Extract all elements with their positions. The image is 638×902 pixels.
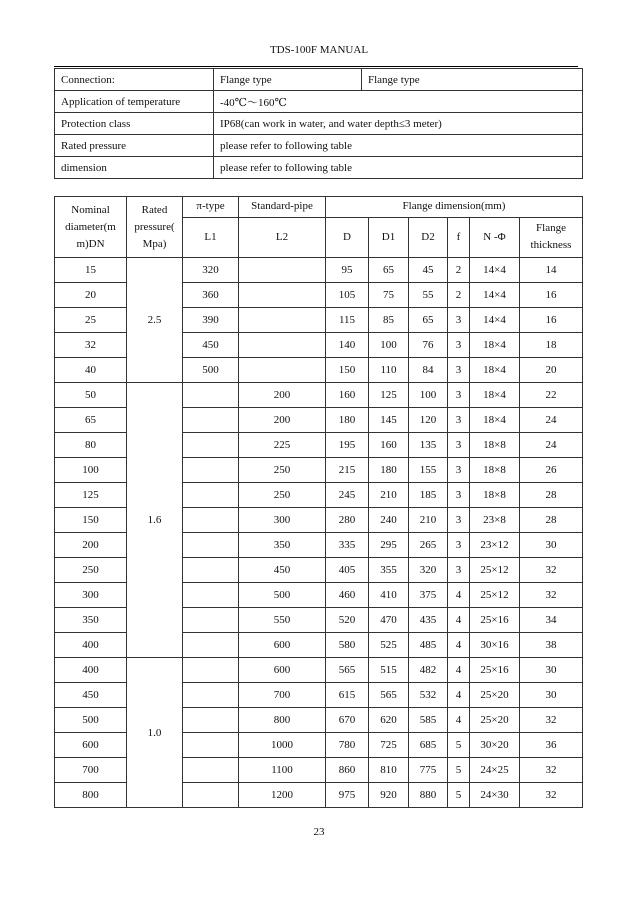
cell-f: 4: [448, 708, 470, 733]
spec-value: please refer to following table: [214, 135, 583, 157]
cell-D2: 482: [409, 658, 448, 683]
cell-nominal-diameter: 800: [55, 783, 127, 808]
header-standard-pipe: Standard-pipe: [239, 197, 326, 218]
cell-L2: [239, 308, 326, 333]
cell-thickness: 32: [520, 558, 583, 583]
cell-D1: 240: [369, 508, 409, 533]
cell-thickness: 14: [520, 258, 583, 283]
cell-n-phi: 25×20: [470, 683, 520, 708]
cell-D: 95: [326, 258, 369, 283]
cell-L2: 600: [239, 658, 326, 683]
cell-nominal-diameter: 400: [55, 658, 127, 683]
cell-f: 3: [448, 433, 470, 458]
cell-D2: 55: [409, 283, 448, 308]
cell-thickness: 32: [520, 758, 583, 783]
spec-row-protection: [55, 113, 583, 135]
cell-D: 335: [326, 533, 369, 558]
cell-rated-pressure: 1.0: [127, 658, 183, 808]
dimension-rows: [55, 258, 583, 808]
cell-L2: 1100: [239, 758, 326, 783]
cell-n-phi: 18×4: [470, 333, 520, 358]
cell-thickness: 30: [520, 658, 583, 683]
cell-L2: 550: [239, 608, 326, 633]
cell-thickness: 30: [520, 683, 583, 708]
cell-thickness: 28: [520, 508, 583, 533]
spec-table: [54, 68, 583, 179]
cell-D2: 532: [409, 683, 448, 708]
cell-nominal-diameter: 125: [55, 483, 127, 508]
cell-nominal-diameter: 15: [55, 258, 127, 283]
cell-thickness: 22: [520, 383, 583, 408]
cell-nominal-diameter: 40: [55, 358, 127, 383]
cell-n-phi: 30×20: [470, 733, 520, 758]
cell-thickness: 32: [520, 708, 583, 733]
header-D2: D2: [409, 217, 448, 257]
cell-nominal-diameter: 50: [55, 383, 127, 408]
flange-dimension-table: [54, 196, 583, 808]
cell-L1: [183, 758, 239, 783]
cell-nominal-diameter: 25: [55, 308, 127, 333]
cell-D: 670: [326, 708, 369, 733]
cell-n-phi: 18×4: [470, 383, 520, 408]
cell-D: 245: [326, 483, 369, 508]
cell-f: 3: [448, 308, 470, 333]
spec-row-temperature: [55, 91, 583, 113]
page-header: TDS-100F MANUAL: [269, 44, 369, 56]
cell-thickness: 36: [520, 733, 583, 758]
cell-D2: 435: [409, 608, 448, 633]
cell-thickness: 30: [520, 533, 583, 558]
cell-nominal-diameter: 200: [55, 533, 127, 558]
header-D1: D1: [369, 217, 409, 257]
cell-D: 195: [326, 433, 369, 458]
cell-D1: 75: [369, 283, 409, 308]
cell-n-phi: 25×20: [470, 708, 520, 733]
cell-D: 460: [326, 583, 369, 608]
cell-rated-pressure: 1.6: [127, 383, 183, 658]
cell-nominal-diameter: 350: [55, 608, 127, 633]
header-rule: [54, 66, 578, 67]
cell-D: 115: [326, 308, 369, 333]
spec-extra: Flange type: [362, 69, 583, 91]
cell-n-phi: 14×4: [470, 283, 520, 308]
cell-D2: 155: [409, 458, 448, 483]
cell-L2: [239, 358, 326, 383]
cell-L2: 1200: [239, 783, 326, 808]
cell-L1: [183, 433, 239, 458]
cell-n-phi: 18×8: [470, 433, 520, 458]
cell-thickness: 16: [520, 283, 583, 308]
cell-D1: 810: [369, 758, 409, 783]
cell-f: 3: [448, 408, 470, 433]
cell-D: 860: [326, 758, 369, 783]
cell-D2: 880: [409, 783, 448, 808]
spec-value: please refer to following table: [214, 157, 583, 179]
cell-L2: [239, 283, 326, 308]
cell-L2: 225: [239, 433, 326, 458]
cell-L2: 200: [239, 383, 326, 408]
cell-D: 405: [326, 558, 369, 583]
cell-thickness: 16: [520, 308, 583, 333]
cell-D1: 470: [369, 608, 409, 633]
cell-n-phi: 14×4: [470, 258, 520, 283]
cell-L2: 700: [239, 683, 326, 708]
cell-L1: [183, 658, 239, 683]
cell-D2: 485: [409, 633, 448, 658]
cell-thickness: 20: [520, 358, 583, 383]
cell-f: 3: [448, 558, 470, 583]
cell-D2: 320: [409, 558, 448, 583]
cell-L1: [183, 458, 239, 483]
cell-nominal-diameter: 300: [55, 583, 127, 608]
spec-value: Flange type: [214, 69, 362, 91]
cell-D1: 410: [369, 583, 409, 608]
cell-D1: 110: [369, 358, 409, 383]
cell-thickness: 32: [520, 583, 583, 608]
cell-L1: [183, 533, 239, 558]
cell-L1: [183, 483, 239, 508]
cell-L1: 320: [183, 258, 239, 283]
cell-nominal-diameter: 250: [55, 558, 127, 583]
cell-f: 5: [448, 783, 470, 808]
cell-D2: 185: [409, 483, 448, 508]
cell-rated-pressure: 2.5: [127, 258, 183, 383]
cell-D1: 180: [369, 458, 409, 483]
cell-L1: [183, 508, 239, 533]
cell-n-phi: 18×8: [470, 458, 520, 483]
header-D: D: [326, 217, 369, 257]
cell-D1: 355: [369, 558, 409, 583]
cell-n-phi: 25×16: [470, 658, 520, 683]
cell-D: 780: [326, 733, 369, 758]
cell-L1: 360: [183, 283, 239, 308]
cell-D1: 525: [369, 633, 409, 658]
cell-D1: 210: [369, 483, 409, 508]
cell-nominal-diameter: 65: [55, 408, 127, 433]
cell-L2: 800: [239, 708, 326, 733]
cell-nominal-diameter: 20: [55, 283, 127, 308]
cell-f: 4: [448, 583, 470, 608]
header-n-phi: N -Φ: [470, 217, 520, 257]
cell-L1: [183, 683, 239, 708]
cell-thickness: 18: [520, 333, 583, 358]
cell-L2: [239, 333, 326, 358]
cell-D2: 100: [409, 383, 448, 408]
cell-nominal-diameter: 600: [55, 733, 127, 758]
cell-L1: [183, 733, 239, 758]
cell-D: 565: [326, 658, 369, 683]
page-number: 23: [313, 826, 325, 838]
cell-D1: 565: [369, 683, 409, 708]
spec-row-pressure: [55, 135, 583, 157]
cell-f: 3: [448, 333, 470, 358]
spec-label: Connection:: [55, 69, 214, 91]
cell-D2: 135: [409, 433, 448, 458]
cell-D2: 45: [409, 258, 448, 283]
cell-L1: [183, 708, 239, 733]
cell-f: 5: [448, 758, 470, 783]
cell-n-phi: 24×30: [470, 783, 520, 808]
cell-D1: 295: [369, 533, 409, 558]
cell-thickness: 32: [520, 783, 583, 808]
table-row: [55, 258, 583, 283]
spec-label: Protection class: [55, 113, 214, 135]
cell-L1: [183, 633, 239, 658]
cell-D2: 375: [409, 583, 448, 608]
cell-n-phi: 18×8: [470, 483, 520, 508]
cell-thickness: 38: [520, 633, 583, 658]
header-flange-dimension: Flange dimension(mm): [326, 197, 583, 218]
cell-n-phi: 30×16: [470, 633, 520, 658]
cell-D: 215: [326, 458, 369, 483]
cell-thickness: 28: [520, 483, 583, 508]
cell-D: 105: [326, 283, 369, 308]
cell-nominal-diameter: 32: [55, 333, 127, 358]
cell-D1: 65: [369, 258, 409, 283]
cell-L2: 300: [239, 508, 326, 533]
spec-value: -40℃～160℃: [214, 91, 583, 113]
cell-L1: [183, 383, 239, 408]
cell-D1: 160: [369, 433, 409, 458]
cell-thickness: 24: [520, 433, 583, 458]
cell-thickness: 24: [520, 408, 583, 433]
spec-label: dimension: [55, 157, 214, 179]
cell-L2: 600: [239, 633, 326, 658]
cell-D2: 84: [409, 358, 448, 383]
cell-D2: 585: [409, 708, 448, 733]
cell-nominal-diameter: 80: [55, 433, 127, 458]
cell-f: 3: [448, 383, 470, 408]
spec-row-connection: [55, 69, 583, 91]
cell-D: 160: [326, 383, 369, 408]
cell-L1: 500: [183, 358, 239, 383]
header-pi-type: π-type: [183, 197, 239, 218]
cell-L2: 250: [239, 458, 326, 483]
cell-f: 3: [448, 483, 470, 508]
cell-nominal-diameter: 150: [55, 508, 127, 533]
cell-f: 4: [448, 633, 470, 658]
cell-n-phi: 25×12: [470, 558, 520, 583]
cell-D1: 125: [369, 383, 409, 408]
cell-D2: 265: [409, 533, 448, 558]
cell-f: 3: [448, 458, 470, 483]
cell-L2: 350: [239, 533, 326, 558]
table-row: [55, 383, 583, 408]
cell-nominal-diameter: 100: [55, 458, 127, 483]
cell-f: 2: [448, 283, 470, 308]
cell-f: 4: [448, 658, 470, 683]
header-L2: L2: [239, 217, 326, 257]
cell-D1: 620: [369, 708, 409, 733]
cell-D: 150: [326, 358, 369, 383]
cell-L1: 390: [183, 308, 239, 333]
cell-L2: 250: [239, 483, 326, 508]
cell-f: 5: [448, 733, 470, 758]
cell-D: 140: [326, 333, 369, 358]
cell-L1: 450: [183, 333, 239, 358]
cell-f: 3: [448, 508, 470, 533]
cell-D: 280: [326, 508, 369, 533]
cell-D1: 515: [369, 658, 409, 683]
cell-D1: 725: [369, 733, 409, 758]
cell-n-phi: 18×4: [470, 408, 520, 433]
cell-n-phi: 14×4: [470, 308, 520, 333]
cell-D: 180: [326, 408, 369, 433]
cell-L2: 1000: [239, 733, 326, 758]
cell-D: 975: [326, 783, 369, 808]
cell-D1: 100: [369, 333, 409, 358]
cell-D1: 920: [369, 783, 409, 808]
cell-L2: 500: [239, 583, 326, 608]
cell-L1: [183, 783, 239, 808]
spec-label: Application of temperature: [55, 91, 214, 113]
cell-D: 615: [326, 683, 369, 708]
header-flange-thickness: Flange thickness: [520, 217, 583, 257]
cell-D1: 85: [369, 308, 409, 333]
cell-f: 4: [448, 683, 470, 708]
cell-n-phi: 25×12: [470, 583, 520, 608]
cell-D1: 145: [369, 408, 409, 433]
cell-L1: [183, 583, 239, 608]
cell-n-phi: 23×12: [470, 533, 520, 558]
header-rated-pressure: Rated pressure( Mpa): [127, 197, 183, 258]
header-L1: L1: [183, 217, 239, 257]
cell-D2: 65: [409, 308, 448, 333]
spec-label: Rated pressure: [55, 135, 214, 157]
cell-n-phi: 18×4: [470, 358, 520, 383]
spec-row-dimension: [55, 157, 583, 179]
cell-L2: [239, 258, 326, 283]
cell-thickness: 34: [520, 608, 583, 633]
cell-D2: 210: [409, 508, 448, 533]
cell-nominal-diameter: 500: [55, 708, 127, 733]
table-row: [55, 658, 583, 683]
cell-nominal-diameter: 400: [55, 633, 127, 658]
cell-n-phi: 23×8: [470, 508, 520, 533]
cell-n-phi: 24×25: [470, 758, 520, 783]
cell-D: 520: [326, 608, 369, 633]
cell-nominal-diameter: 700: [55, 758, 127, 783]
cell-D: 580: [326, 633, 369, 658]
cell-D2: 775: [409, 758, 448, 783]
spec-value: IP68(can work in water, and water depth≤3 meter): [214, 113, 583, 135]
header-nominal-diameter: Nominal diameter(m m)DN: [55, 197, 127, 258]
cell-L1: [183, 408, 239, 433]
cell-nominal-diameter: 450: [55, 683, 127, 708]
cell-D2: 76: [409, 333, 448, 358]
cell-L2: 450: [239, 558, 326, 583]
cell-L2: 200: [239, 408, 326, 433]
cell-L1: [183, 608, 239, 633]
header-f: f: [448, 217, 470, 257]
cell-n-phi: 25×16: [470, 608, 520, 633]
cell-f: 3: [448, 358, 470, 383]
cell-L1: [183, 558, 239, 583]
cell-f: 2: [448, 258, 470, 283]
cell-f: 3: [448, 533, 470, 558]
cell-thickness: 26: [520, 458, 583, 483]
cell-D2: 685: [409, 733, 448, 758]
cell-f: 4: [448, 608, 470, 633]
cell-D2: 120: [409, 408, 448, 433]
